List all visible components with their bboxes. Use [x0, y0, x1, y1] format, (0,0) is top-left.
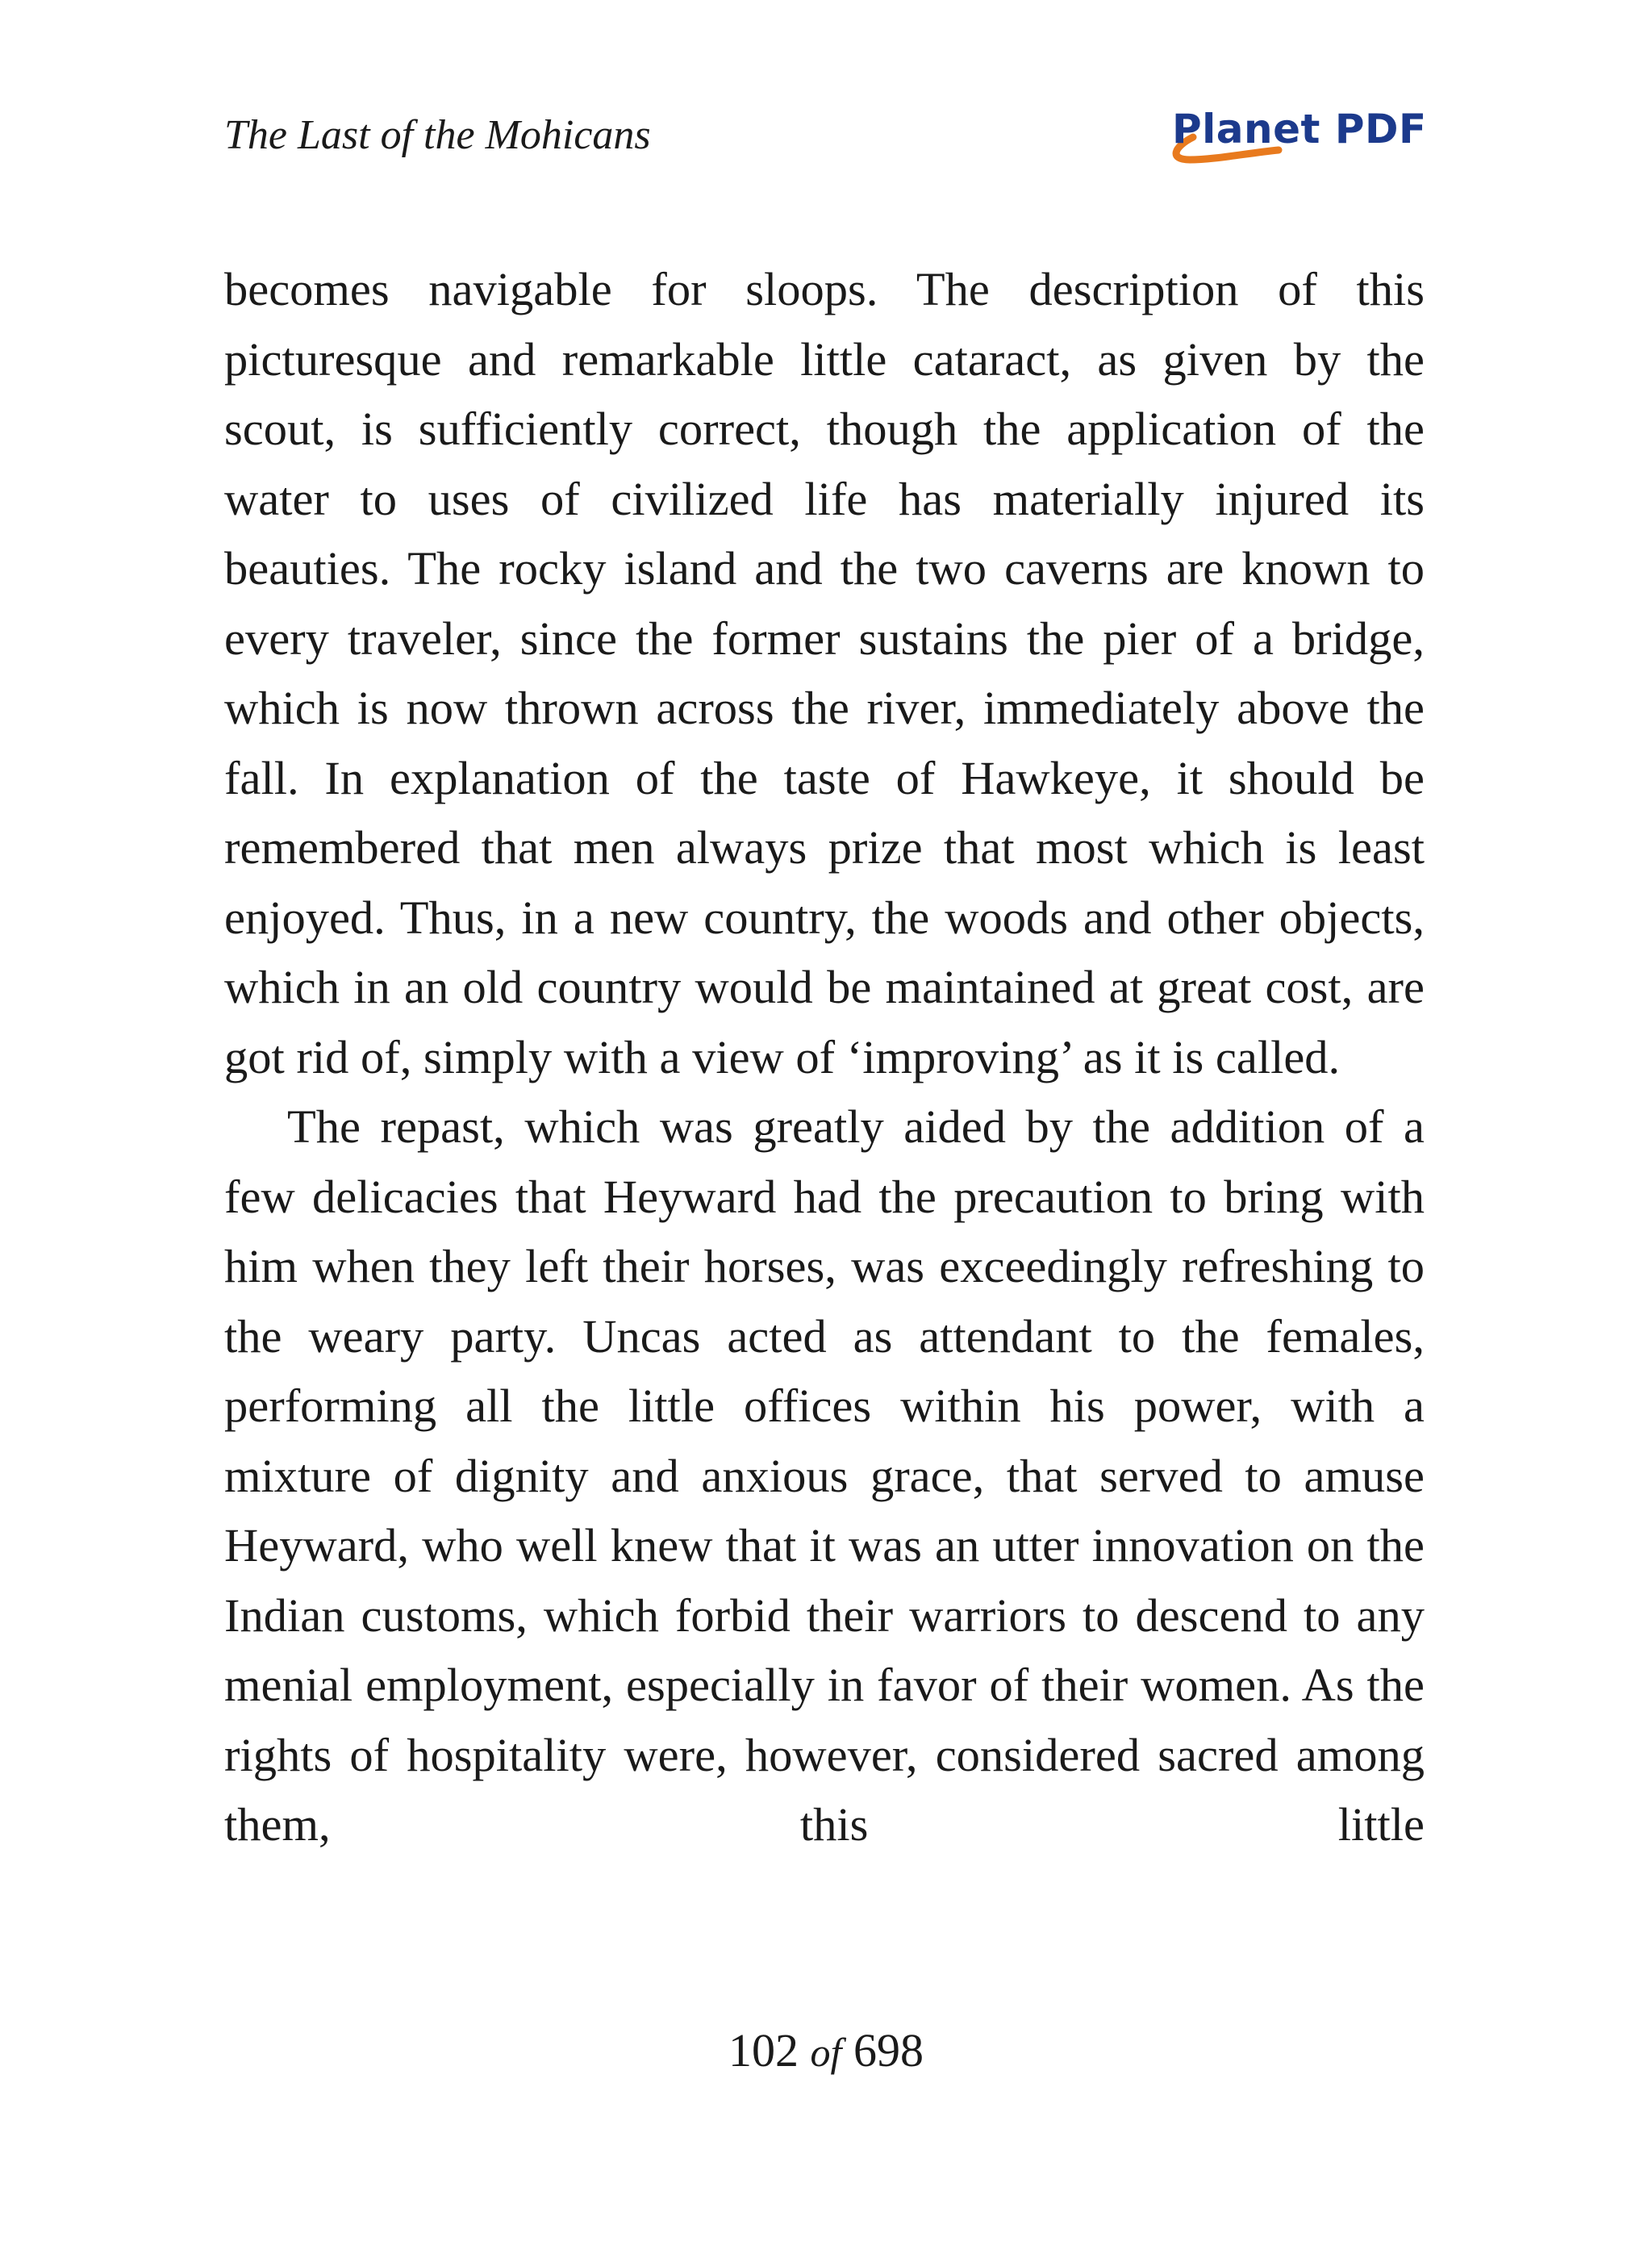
page-body	[224, 255, 1425, 1860]
paragraph-1: becomes navigable for sloops. The description of this picturesque and remarkable little cataract, as given by the scout, is sufficiently correct, though the application of the water to uses of civilized life has materially injured its beauties. The rocky island and the two caverns are known to every traveler, since the former sustains the pier of a bridge, which is now thrown across the river, immediately above the fall. In explanation of the taste of Hawkeye, it should be remembered that men always prize that most which is least enjoyed. Thus, in a new country, the woods and other objects, which in an old country would be maintained at great cost, are got rid of, simply with a view of ‘improving’ as it is called.	[224, 263, 1425, 1083]
logo-text: Planet PDF	[1172, 106, 1427, 152]
planet-pdf-logo	[1158, 95, 1427, 176]
total-pages: 698	[853, 2024, 924, 2077]
current-page: 102	[728, 2024, 799, 2077]
paragraph-2: The repast, which was greatly aided by the addition of a few delicacies that Heyward had the precaution to bring with him when they left their horses, was exceedingly refreshing to the weary party. Uncas acted as attendant to the females, performing all the little offices within his power, with a mixture of dignity and anxious grace, that served to amuse Heyward, who well knew that it was an utter innovation on the Indian customs, which forbid their warriors to descend to any menial employment, especially in favor of their women. As the rights of hospitality were, however, considered sacred among them, this little	[224, 1100, 1425, 1851]
page-number	[0, 2018, 1652, 2085]
book-title: The Last of the Mohicans	[224, 112, 651, 158]
of-label: of	[810, 2030, 842, 2075]
